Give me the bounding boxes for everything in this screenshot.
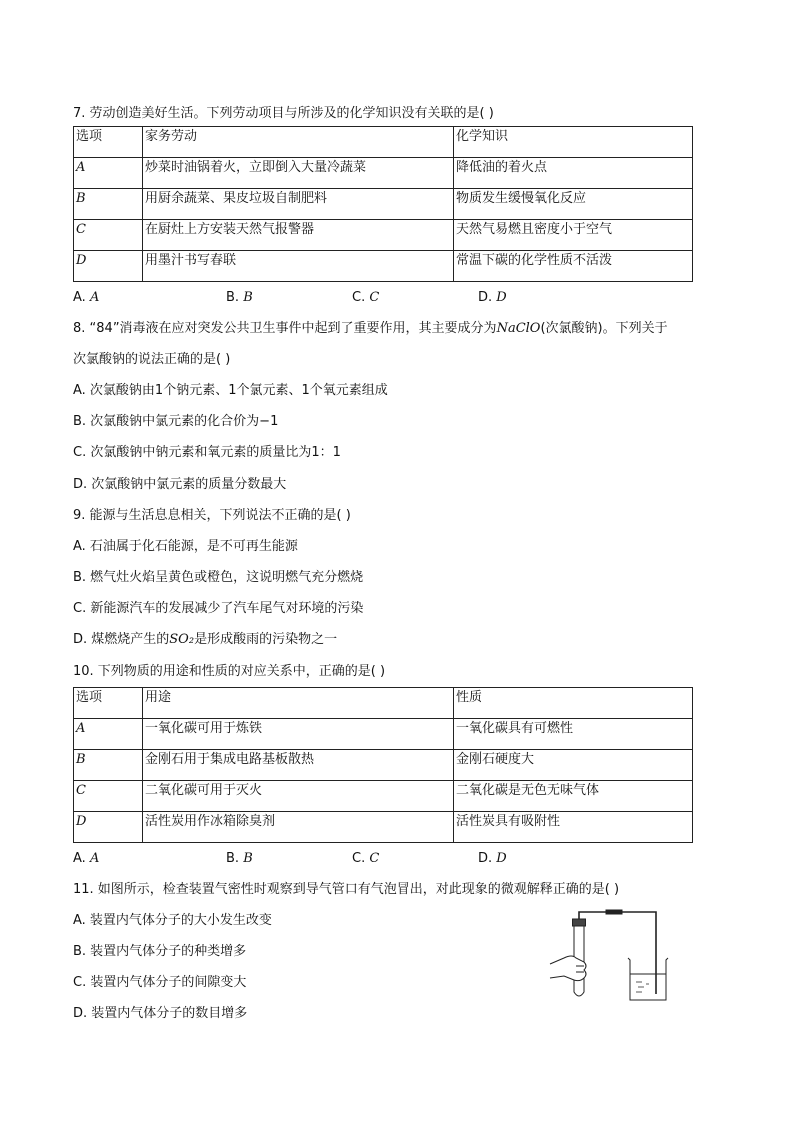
table-cell: 用厨余蔬菜、果皮垃圾自制肥料 xyxy=(143,189,454,220)
q11-option-c[interactable]: C. 装置内气体分子的间隙变大 xyxy=(73,975,247,990)
table-header-cell: 选项 xyxy=(74,127,143,158)
tube-connector-icon xyxy=(606,910,622,914)
table-cell: 用墨汁书写春联 xyxy=(143,251,454,282)
table-cell: D xyxy=(74,812,143,843)
table-row xyxy=(74,220,693,251)
table-cell: C xyxy=(74,220,143,251)
q10-stem: 10. 下列物质的用途和性质的对应关系中，正确的是( ) xyxy=(73,664,386,679)
answer-option-a[interactable]: A. A xyxy=(73,851,100,866)
q11-option-d[interactable]: D. 装置内气体分子的数目增多 xyxy=(73,1006,248,1021)
answer-option-b[interactable]: B. B xyxy=(226,290,253,305)
table-row xyxy=(74,781,693,812)
q11-option-b[interactable]: B. 装置内气体分子的种类增多 xyxy=(73,944,247,959)
table-cell: 天然气易燃且密度小于空气 xyxy=(454,220,693,251)
airtightness-apparatus-figure xyxy=(546,908,676,1008)
q8-option-a[interactable]: A. 次氯酸钠由1个钠元素、1个氯元素、1个氧元素组成 xyxy=(73,383,388,398)
table-cell: B xyxy=(74,750,143,781)
table-cell: 金刚石用于集成电路基板散热 xyxy=(143,750,454,781)
table-header-cell: 家务劳动 xyxy=(143,127,454,158)
table-cell: 活性炭用作冰箱除臭剂 xyxy=(143,812,454,843)
answer-option-d[interactable]: D. D xyxy=(478,290,507,305)
table-row xyxy=(74,189,693,220)
q9-stem: 9. 能源与生活息息相关，下列说法不正确的是( ) xyxy=(73,508,351,523)
table-cell: 活性炭具有吸附性 xyxy=(454,812,693,843)
q7-stem: 7. 劳动创造美好生活。下列劳动项目与所涉及的化学知识没有关联的是( ) xyxy=(73,106,494,121)
q8-stem-line2: 次氯酸钠的说法正确的是( ) xyxy=(73,352,231,367)
table-header-cell: 性质 xyxy=(454,688,693,719)
table-row xyxy=(74,719,693,750)
table-cell: A xyxy=(74,158,143,189)
table-header-cell: 用途 xyxy=(143,688,454,719)
table-cell: D xyxy=(74,251,143,282)
table-cell: 在厨灶上方安装天然气报警器 xyxy=(143,220,454,251)
q9-option-c[interactable]: C. 新能源汽车的发展减少了汽车尾气对环境的污染 xyxy=(73,601,364,616)
answer-option-b[interactable]: B. B xyxy=(226,851,253,866)
table-cell: 金刚石硬度大 xyxy=(454,750,693,781)
table-cell: 炒菜时油锅着火，立即倒入大量冷蔬菜 xyxy=(143,158,454,189)
q8-option-c[interactable]: C. 次氯酸钠中钠元素和氧元素的质量比为1：1 xyxy=(73,445,341,460)
formula-so2: SO₂ xyxy=(169,632,195,647)
table-row xyxy=(74,158,693,189)
table-cell: 一氧化碳可用于炼铁 xyxy=(143,719,454,750)
table-cell: 降低油的着火点 xyxy=(454,158,693,189)
delivery-tube-icon xyxy=(579,912,656,994)
table-header-row xyxy=(74,688,693,719)
table-row xyxy=(74,750,693,781)
q9-option-d[interactable]: D. 煤燃烧产生的SO₂是形成酸雨的污染物之一 xyxy=(73,632,338,647)
table-cell: 常温下碳的化学性质不活泼 xyxy=(454,251,693,282)
q11-stem: 11. 如图所示，检查装置气密性时观察到导气管口有气泡冒出，对此现象的微观解释正确的是( ) xyxy=(73,882,620,897)
table-cell: 二氧化碳可用于灭火 xyxy=(143,781,454,812)
beaker-icon xyxy=(628,958,668,1000)
answer-option-c[interactable]: C. C xyxy=(352,851,380,866)
table-header-cell: 选项 xyxy=(74,688,143,719)
q9-option-b[interactable]: B. 燃气灶火焰呈黄色或橙色，这说明燃气充分燃烧 xyxy=(73,570,364,585)
table-cell: A xyxy=(74,719,143,750)
table-cell: 一氧化碳具有可燃性 xyxy=(454,719,693,750)
formula-naclo: NaClO xyxy=(496,321,541,336)
table-header-row xyxy=(74,127,693,158)
table-cell: 二氧化碳是无色无味气体 xyxy=(454,781,693,812)
q8-stem-line1: 8. “84”消毒液在应对突发公共卫生事件中起到了重要作用，其主要成分为NaClO(次氯酸钠)。下列关于 xyxy=(73,321,668,336)
stopper-icon xyxy=(573,919,586,926)
table-header-cell: 化学知识 xyxy=(454,127,693,158)
answer-option-d[interactable]: D. D xyxy=(478,851,507,866)
q11-option-a[interactable]: A. 装置内气体分子的大小发生改变 xyxy=(73,913,272,928)
table-row xyxy=(74,812,693,843)
q9-option-a[interactable]: A. 石油属于化石能源，是不可再生能源 xyxy=(73,539,298,554)
q10-table xyxy=(73,687,693,843)
answer-option-c[interactable]: C. C xyxy=(352,290,380,305)
table-row xyxy=(74,251,693,282)
q8-option-d[interactable]: D. 次氯酸钠中氯元素的质量分数最大 xyxy=(73,477,287,492)
table-cell: 物质发生缓慢氧化反应 xyxy=(454,189,693,220)
q8-option-b[interactable]: B. 次氯酸钠中氯元素的化合价为−1 xyxy=(73,414,279,429)
hand-icon xyxy=(550,956,586,981)
table-cell: C xyxy=(74,781,143,812)
q7-table xyxy=(73,126,693,282)
answer-option-a[interactable]: A. A xyxy=(73,290,100,305)
table-cell: B xyxy=(74,189,143,220)
